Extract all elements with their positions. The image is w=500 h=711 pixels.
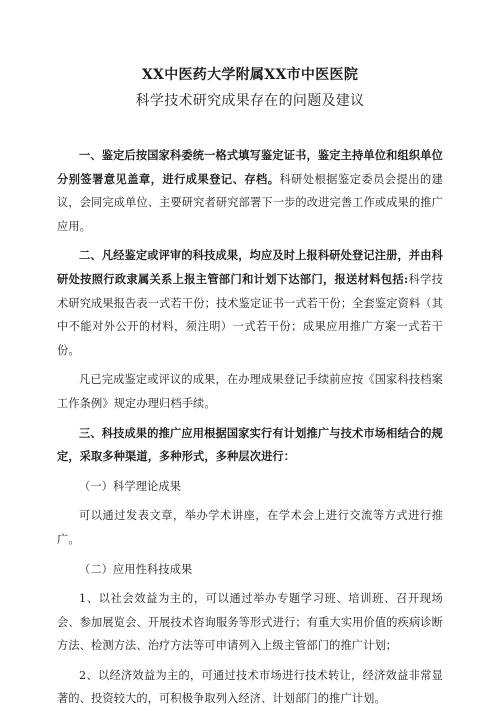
section-3-paragraph [57, 422, 443, 469]
section-1-paragraph [57, 144, 443, 238]
subsection-1-body: 可以通过发表文章，举办学术讲座，在学术会上进行交流等方式进行推广。 [57, 509, 443, 546]
title-spacer [57, 114, 443, 144]
document-page [57, 62, 443, 711]
section-2-heading: 二、凡经鉴定或评审的科技成果，均应及时上报科研处登记注册，并由科研处按照行政隶属关系上报主管部门和计划下达部门，报送材料包括: [57, 248, 443, 286]
title-line-1: XX中医药大学附属XX市中医医院 [141, 67, 359, 83]
subsection-1-title: （一）科学理论成果 [79, 479, 182, 493]
section-2-note: 凡已完成鉴定或评议的成果，在办理成果登记手续前应按《国家科技档案工作条例》规定办理归档手续。 [57, 373, 443, 410]
title-line-2: 科学技术研究成果存在的问题及建议 [135, 93, 365, 109]
document-title [57, 62, 443, 114]
section-2-paragraph [57, 244, 443, 362]
section-3-heading: 三、科技成果的推广应用根据国家实行有计划推广与技术市场相结合的规定，采取多种渠道，多种形式，多种层次进行： [57, 425, 443, 464]
subsection-2-item-2: 2、以经济效益为主的，可通过技术市场进行技术转让，经济效益非常显著的、投资较大的，可积极争取列入经济、计划部门的推广计划。 [57, 668, 443, 706]
section-2-body: 科学技术研究成果报告表一式若干份；技术鉴定证书一式若干份；全套鉴定资料（其中不能对外公开的材料，须注明）一式若干份；成果应用推广方案一式若干份。 [57, 272, 443, 357]
subsection-2-item-1: 1、以社会效益为主的，可以通过举办专题学习班、培训班、召开现场会、参加展览会、开展技术咨询服务等形式进行；有重大实用价值的疾病诊断方法、检测方法、治疗方法等可申请列入上级主管部门的推广计划； [57, 592, 443, 653]
section-1-heading: 一、鉴定后按国家科委统一格式填写鉴定证书，鉴定主持单位和组织单位分别签署意见盖章，进行成果登记、存档。 [57, 148, 443, 186]
section-1-body: 科研处根据鉴定委员会提出的建议，会同完成单位、主要研究者研究部署下一步的改进完善工作或成果的推广应用。 [57, 172, 443, 233]
subsection-2-title: （二）应用性科技成果 [79, 562, 193, 576]
